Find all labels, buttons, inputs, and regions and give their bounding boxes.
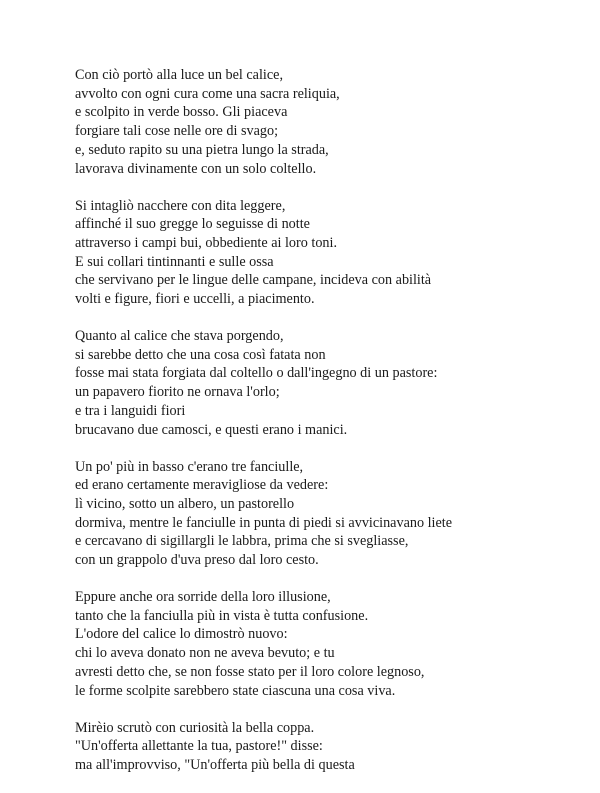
- poem-line: Eppure anche ora sorride della loro illusione,: [75, 589, 331, 606]
- stanza: [75, 66, 575, 178]
- poem-line: attraverso i campi bui, obbediente ai loro toni.: [75, 234, 337, 251]
- poem-line: forgiare tali cose nelle ore di svago;: [75, 123, 279, 140]
- poem-line: Si intagliò nacchere con dita leggere,: [75, 197, 286, 214]
- poem-line: Mirèio scrutò con curiosità la bella coppa.: [75, 719, 315, 736]
- stanza: [75, 719, 575, 775]
- poem-line: dormiva, mentre le fanciulle in punta di piedi si avvicinavano liete: [75, 514, 453, 531]
- poem-line: volti e figure, fiori e uccelli, a piacimento.: [75, 291, 315, 308]
- poem-line: L'odore del calice lo dimostrò nuovo:: [75, 626, 288, 643]
- poem-line: ed erano certamente meravigliose da vedere:: [75, 477, 329, 494]
- poem-line: avresti detto che, se non fosse stato per il loro colore legnoso,: [75, 663, 425, 680]
- poem-line: ma all'improvviso, "Un'offerta più bella di questa: [75, 756, 355, 773]
- poem-line: Un po' più in basso c'erano tre fanciulle,: [75, 458, 304, 475]
- poem-line: avvolto con ogni cura come una sacra reliquia,: [75, 85, 340, 102]
- poem-line: brucavano due camosci, e questi erano i manici.: [75, 421, 348, 438]
- poem-line: e, seduto rapito su una pietra lungo la strada,: [75, 141, 329, 158]
- poem-line: Con ciò portò alla luce un bel calice,: [75, 67, 284, 83]
- poem-line: e cercavano di sigillargli le labbra, prima che si svegliasse,: [75, 533, 409, 550]
- poem-line: lì vicino, sotto un albero, un pastorello: [75, 495, 295, 512]
- poem-line: lavorava divinamente con un solo coltello.: [75, 160, 317, 177]
- stanza: [75, 327, 575, 439]
- poem-text: [75, 66, 575, 793]
- poem-line: le forme scolpite sarebbero state ciascuna una cosa viva.: [75, 682, 396, 699]
- poem-line: E sui collari tintinnanti e sulle ossa: [75, 253, 274, 270]
- poem-line: "Un'offerta allettante la tua, pastore!" disse:: [75, 738, 323, 755]
- poem-line: tanto che la fanciulla più in vista è tutta confusione.: [75, 607, 369, 624]
- poem-line: e tra i languidi fiori: [75, 402, 186, 419]
- poem-line: un papavero fiorito ne ornava l'orlo;: [75, 384, 280, 401]
- stanza: [75, 588, 575, 700]
- poem-line: chi lo aveva donato non ne aveva bevuto; e tu: [75, 645, 335, 662]
- poem-line: si sarebbe detto che una cosa così fatata non: [75, 346, 326, 363]
- poem-line: che servivano per le lingue delle campane, incideva con abilità: [75, 272, 432, 289]
- poem-line: fosse mai stata forgiata dal coltello o dall'ingegno di un pastore:: [75, 365, 438, 382]
- poem-line: con un grappolo d'uva preso dal loro cesto.: [75, 552, 319, 569]
- stanza: [75, 197, 575, 309]
- poem-line: Quanto al calice che stava porgendo,: [75, 328, 284, 345]
- stanza: [75, 458, 575, 570]
- poem-line: affinché il suo gregge lo seguisse di notte: [75, 216, 310, 233]
- poem-line: e scolpito in verde bosso. Gli piaceva: [75, 104, 288, 121]
